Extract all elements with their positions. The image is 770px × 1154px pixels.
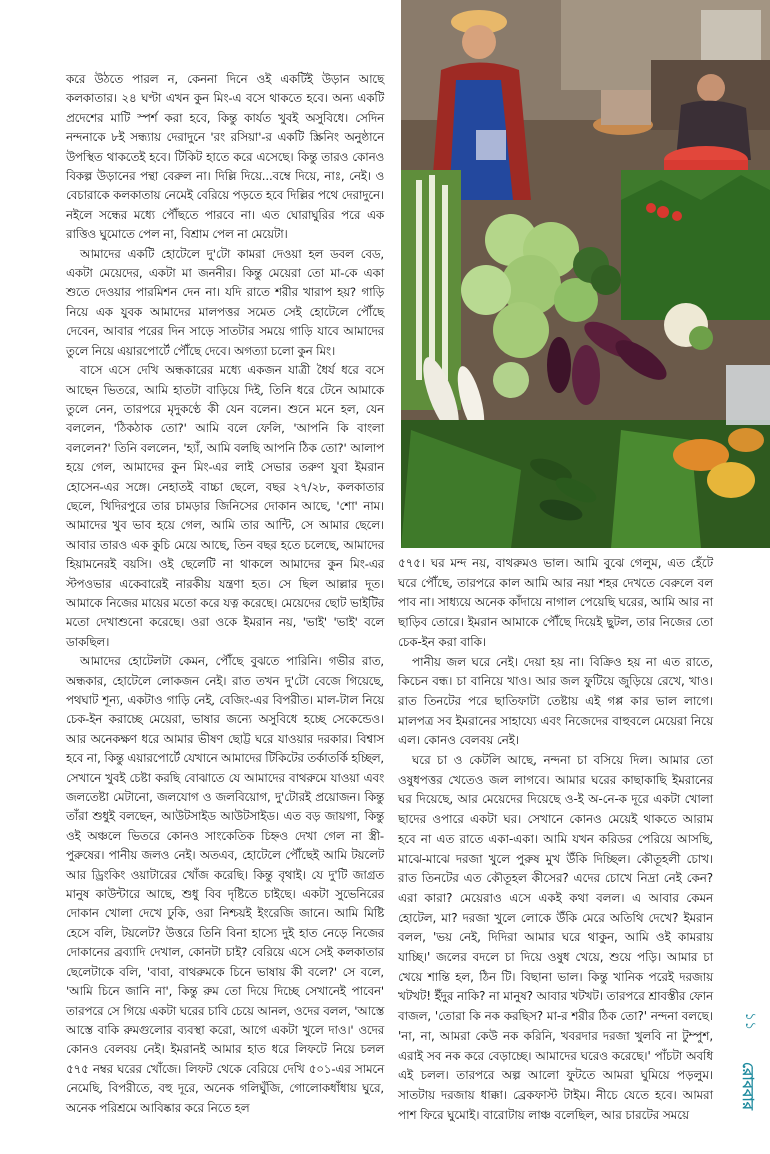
paragraph: আমাদের হোটেলটা কেমন, পৌঁছে বুঝতে পারিনি। গভীর রাত, অন্ধকার, হোটেলে লোকজন নেই। রাত তখন দু'টো বেজে গিয়েছে, পথঘাট শূন্য, একটাও গাড়ি নেই, বেজিং-এর বিপরীত। মাল-টাল নিয়ে চেক-ইন করাচ্ছে মেয়েরা, ভাষার জন্যে অসুবিধে হচ্ছে সেকেন্ডেও। আর অনেকক্ষণ ধরে আমার ভীষণ ছোট্ট ঘরে যাওয়ার দরকার। বিশ্বাস হবে না, কিন্তু এয়ারপোর্টে যেখানে আমাদের টিকিটের তর্কাতর্কি হচ্ছিল, সেখানে খুবই চেষ্টা করছি বোঝাতে যে আমাদের বাথরুমে যাওয়া এবং জলতেষ্টা মেটানো, জলযোগ ও জলবিয়োগ, দু'টোরই প্রয়োজন। কিন্তু তাঁরা শুধুই বলছেন, আউটসাইড আউটসাইড। এত বড় জায়গা, কিন্তু ওই অঞ্চলে ভিতরে কোনও সাংকেতিক চিহ্নও দেখা গেল না স্ত্রী-পুরুষের। পানীয় জলও নেই। অতএব, হোটেলে পৌঁছেই আমি টয়লেট আর ড্রিংকিং ওয়াটারের খোঁজ করেছি। কিন্তু বৃথাই। যে দু'টি জাগ্রত মানুষ কাউন্টারে আছে, শুধু বিব দৃষ্টিতে চাইছে। একটা সুভেনিরের দোকান খোলা দেখে ঢুকি, ওরা নিশ্চয়ই ইংরেজি জানে। আমি মিষ্টি হেসে বলি, টয়লেট? উত্তরে তিনি বিনা হাস্যে দুই হাত নেড়ে নিজের দোকানের ব্রব্যাদি দেখাল, কোনটা চাই? বেরিয়ে এসে সেই কলকাতার ছেলেটাকে বলি, 'বাবা, বাথরুমকে চিনে ভাষায় কী বলে?' সে বলে, 'আমি চিনে জানি না', কিন্তু রুম তো দিয়ে দিচ্ছে সেখানেই পাবেন' তারপরে সে গিয়ে একটা ঘরের চাবি চেয়ে আনল, ওদের বলল, 'আস্তে আস্তে বাকি রুমগুলোর ব্যবস্থা করো, আগে একটা খুলে দাও।' ওদের কোনও বেলবয় নেই। ইমরানই আমার হাত ধরে লিফটে নিয়ে চলল ৫৭৫ নম্বর ঘরের খোঁজে। লিফট থেকে বেরিয়ে দেখি ৫০১-এর সামনে নেমেছি, বিপরীতে, বহু দূরে, অনেক গলিঘুঁজি, গোলোকধাঁধায় ঘুরে, অনেক পরিশ্রমে আবিষ্কার করে নিতে হল xyxy=(66,654,385,1115)
paragraph: পানীয় জল ঘরে নেই। দেয়া হয় না। বিক্রিও হয় না এত রাতে, কিচেন বন্ধ। চা বানিয়ে খাও। আর জল ফুটিয়ে জুড়িয়ে রেখে, খাও। রাত তিনটের পরে ছাতিফাটা তেষ্টায় এই গপ্প কার ভাল লাগে। মালপত্র সব ইমরানের সাহায্যে এবং নিজেদের বাহুবলে মেয়েরা নিয়ে এল। কোনও বেলবয় নেই। xyxy=(398,654,713,748)
paragraph: আমাদের একটি হোটেলে দু'টো কামরা দেওয়া হল ডবল বেড, একটা মেয়েদের, একটা মা জননীর। কিন্তু মেয়েরা তো মা-কে একা শুতে দেওয়ার পারমিশন দেন না। যদি রাতে শরীর খারাপ হয়? গাড়ি নিয়ে এক যুবক আমাদের মালপত্তর সমেত সেই হোটেলে পৌঁছে দেবেন, আবার পরের দিন সাড়ে সাতটার সময়ে গাড়ি যাবে আমাদের তুলে নিয়ে এয়ারপোর্টে পৌঁছে দেবে। অগত্যা চলো কুন মিং। xyxy=(66,246,384,358)
article-column-1 xyxy=(66,70,384,1118)
paragraph: ৫৭৫। ঘর মন্দ নয়, বাথরুমও ভাল। আমি বুঝে গেলুম, এত হেঁটে ঘরে পৌঁছে, তারপরে কাল আমি আর নয়া শহর দেখতে বেরুলে বল পাব না। সাধ্যয়ে অনেক কাঁদায়ে নাগাল পেয়েছি ঘরের, আমি আর না ছাড়িব তোরে। ইমরান আমাকে পৌঁছে দিয়েই ছুটল, তার নিজের তো চেক-ইন করা বাকি। xyxy=(398,556,713,649)
market-photo xyxy=(401,0,770,548)
market-photo-illustration xyxy=(401,0,770,548)
paragraph: করে উঠতে পারল ন, কেননা দিনে ওই একটিই উড়ান আছে কলকাতার। ২৪ ঘণ্টা এখন কুন মিং-এ বসে থাকতে হবে। অন্য একটি প্রদেশের মাটি স্পর্শ করা হবে, কিন্তু কার্যত খুবই অসুবিধে। সেদিন নন্দনাকে ৮ই সন্ধ্যায় দেরাদুনে 'রং রসিয়া'-র একটি স্ক্রিনিং অনুষ্ঠানে উপস্থিত থাকতেই হবে। টিকিট হাতে করে এসেছে। কিন্তু তারও কোনও বিকল্প উড়ানের পন্থা বেরুল না। দিল্লি দিয়ে...বম্বে দিয়ে, নাঃ, নেই। ও বেচারাকে কলকাতায় নেমেই বেরিয়ে পড়তে হবে দিল্লির পথে দেরাদুনে। নইলে সন্ধের মধ্যে পৌঁছতে পারবে না। এত ঘোরাঘুরির পরে এক রাত্তিও ঘুমোতে পেল না, বিশ্রাম পেল না মেয়েটা। xyxy=(66,72,384,242)
magazine-name: রোববার xyxy=(739,1062,757,1110)
article-column-2 xyxy=(398,554,713,1125)
page-number: ১১ xyxy=(742,1012,758,1031)
paragraph: বাসে এসে দেখি অন্ধকারের মধ্যে একজন যাত্রী ধৈর্য ধরে বসে আছেন ভিতরে, আমি হাতটা বাড়িয়ে দিই, তিনি ধরে টেনে আমাকে তুলে নেন, তারপরে মৃদুকণ্ঠে কী যেন বলেন। শুনে মনে হল, যেন বললেন, 'ঠিকঠাক তো?' আমি বলে ফেলি, 'আপনি কি বাংলা বললেন?' তিনি বললেন, 'হ্যাঁ, আমি বলছি আপনি ঠিক তো?' আলাপ হয়ে গেল, আমাদের কুন মিং-এর লাই সেভার তরুণ যুবা ইমরান হোসেন-এর সঙ্গে। নেহাতই বাচ্চা ছেলে, বছর ২৭/২৮, কলকাতার ছেলে, খিদিরপুরে তার চামড়ার জিনিসের দোকান আছে, 'শো' নাম। আমাদের খুব ভাব হয়ে গেল, আমি তার আন্টি, সে আমার ছেলে। আবার তারও এক কুচি মেয়ে আছে, তিন বছর হতে চলেছে, আমাদের হিয়ামনেরই বয়সি। ওই ছেলেটি না থাকলে আমাদের কুন মিং-এর স্টপওভার একেবারেই নারকীয় যন্ত্রণা হত। সে ছিল আল্লার দূত। আমাকে নিজের মায়ের মতো করে যত্ন করেছে। মেয়েদের ছোট ভাইটির মতো দেখাশুনো করেছে। ওরা ওকে ইমরান নয়, 'ভাই' 'ভাই' বলে ডাকছিল। xyxy=(66,363,384,649)
paragraph: ঘরে চা ও কেটলি আছে, নন্দনা চা বসিয়ে দিল। আমার তো ওষুধপত্তর খেতেও জল লাগবে। আমার ঘরের কাছাকাছি ইমরানের ঘর দিয়েছে, আর মেয়েদের দিয়েছে ও-ই অ-নে-ক দূরে একটা খোলা ছাদের ওপারে একটা ঘর। সেখানে কোনও মেয়েই থাকতে আরাম হবে না এত রাতে একা-একা। আমি যখন করিডর পেরিয়ে আসছি, মাঝে-মাঝে দরজা খুলে পুরুষ মুখ উঁকি দিচ্ছিল। কৌতূহলী চোখ। রাত তিনটের এত কৌতূহল কীসের? এদের চোখে নিদ্রা নেই কেন? এরা কারা? মেয়েরাও এসে একই কথা বলল। এ আবার কেমন হোটেল, মা? দরজা খুলে লোকে উঁকি মেরে অতিথি দেখে? ইমরান বলল, 'ভয় নেই, দিদিরা আমার ঘরে থাকুন, আমি ওই কামরায় যাচ্ছি।' জলের বদলে চা দিয়ে ওষুধ খেয়ে, শুয়ে পড়ি। আমার চা খেয়ে শান্তি হল, ঠিন টি। বিছানা ভাল। কিন্তু খানিক পরেই দরজায় খটখট! ইঁদুর নাকি? না মানুষ? আবার খটখট। তারপরে শ্রাবস্তীর ফোন বাজল, 'তোরা কি নক করছিস? মা-র শরীর ঠিক তো?' নন্দনা বলছে। 'না, না, আমরা কেউ নক করিনি, খবরদার দরজা খুলবি না টুম্পুশ, এরাই সব নক করে বেড়াচ্ছে। আমাদের ঘরেও করেছে।' পাঁচটা অবধি এই চলল। তারপরে অল্প আলো ফুটতে আমরা ঘুমিয়ে পড়লুম। সাতটায় দরজায় ধাক্কা। ব্রেকফাস্ট টাইম। নীচে যেতে হবে। আমরা পাশ ফিরে ঘুমোই। বারোটায় লাঞ্চ বলেছিল, আর চারটের সময়ে xyxy=(398,753,713,1122)
